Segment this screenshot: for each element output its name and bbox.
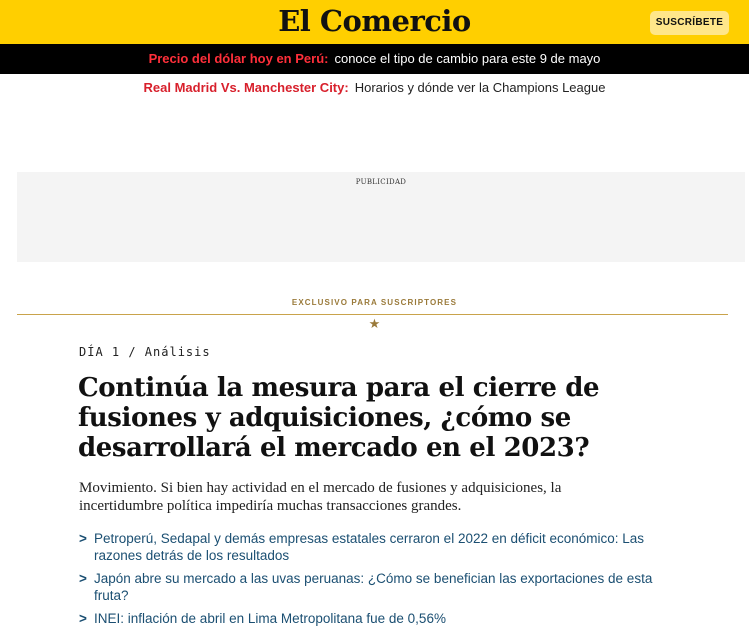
chevron-right-icon: >: [79, 571, 87, 586]
article-headline[interactable]: Continúa la mesura para el cierre de fusiones y adquisiciones, ¿cómo se desarrollará el mercado en el 2023?: [78, 373, 600, 463]
subscribe-button[interactable]: SUSCRÍBETE: [650, 11, 729, 35]
related-link[interactable]: Japón abre su mercado a las uvas peruanas: ¿Cómo se benefician las exportaciones de esta fruta?: [94, 571, 653, 603]
trending-text[interactable]: Horarios y dónde ver la Champions League: [354, 80, 606, 95]
ad-slot: [17, 172, 745, 262]
exclusive-label: EXCLUSIVO PARA SUSCRIPTORES: [291, 298, 458, 307]
article-summary: Movimiento. Si bien hay actividad en el mercado de fusiones y adquisiciones, la incertidumbre política impediría muchas transacciones grandes.: [79, 480, 562, 514]
related-link[interactable]: Petroperú, Sedapal y demás empresas estatales cerraron el 2022 en déficit económico: Las razones detrás de los resultados: [94, 531, 645, 563]
trending-highlight[interactable]: Real Madrid Vs. Manchester City:: [143, 80, 349, 95]
ticker-text[interactable]: conoce el tipo de cambio para este 9 de mayo: [334, 51, 601, 66]
chevron-right-icon: >: [79, 611, 87, 626]
trending-link[interactable]: [0, 76, 749, 100]
site-logo[interactable]: El Comercio: [278, 4, 471, 38]
related-item[interactable]: [79, 570, 679, 604]
chevron-right-icon: >: [79, 531, 87, 546]
article-kicker[interactable]: DÍA 1 / Análisis: [79, 345, 211, 359]
related-link[interactable]: INEI: inflación de abril en Lima Metropolitana fue de 0,56%: [94, 611, 446, 626]
related-links: [79, 530, 679, 633]
related-item[interactable]: [79, 610, 679, 627]
exclusive-divider: [17, 314, 728, 315]
ticker-bar[interactable]: [0, 44, 749, 74]
ad-label: PUBLICIDAD: [355, 178, 407, 186]
ticker-highlight[interactable]: Precio del dólar hoy en Perú:: [148, 51, 329, 66]
star-icon: ★: [368, 316, 381, 331]
top-header: [0, 0, 749, 44]
related-item[interactable]: [79, 530, 679, 564]
